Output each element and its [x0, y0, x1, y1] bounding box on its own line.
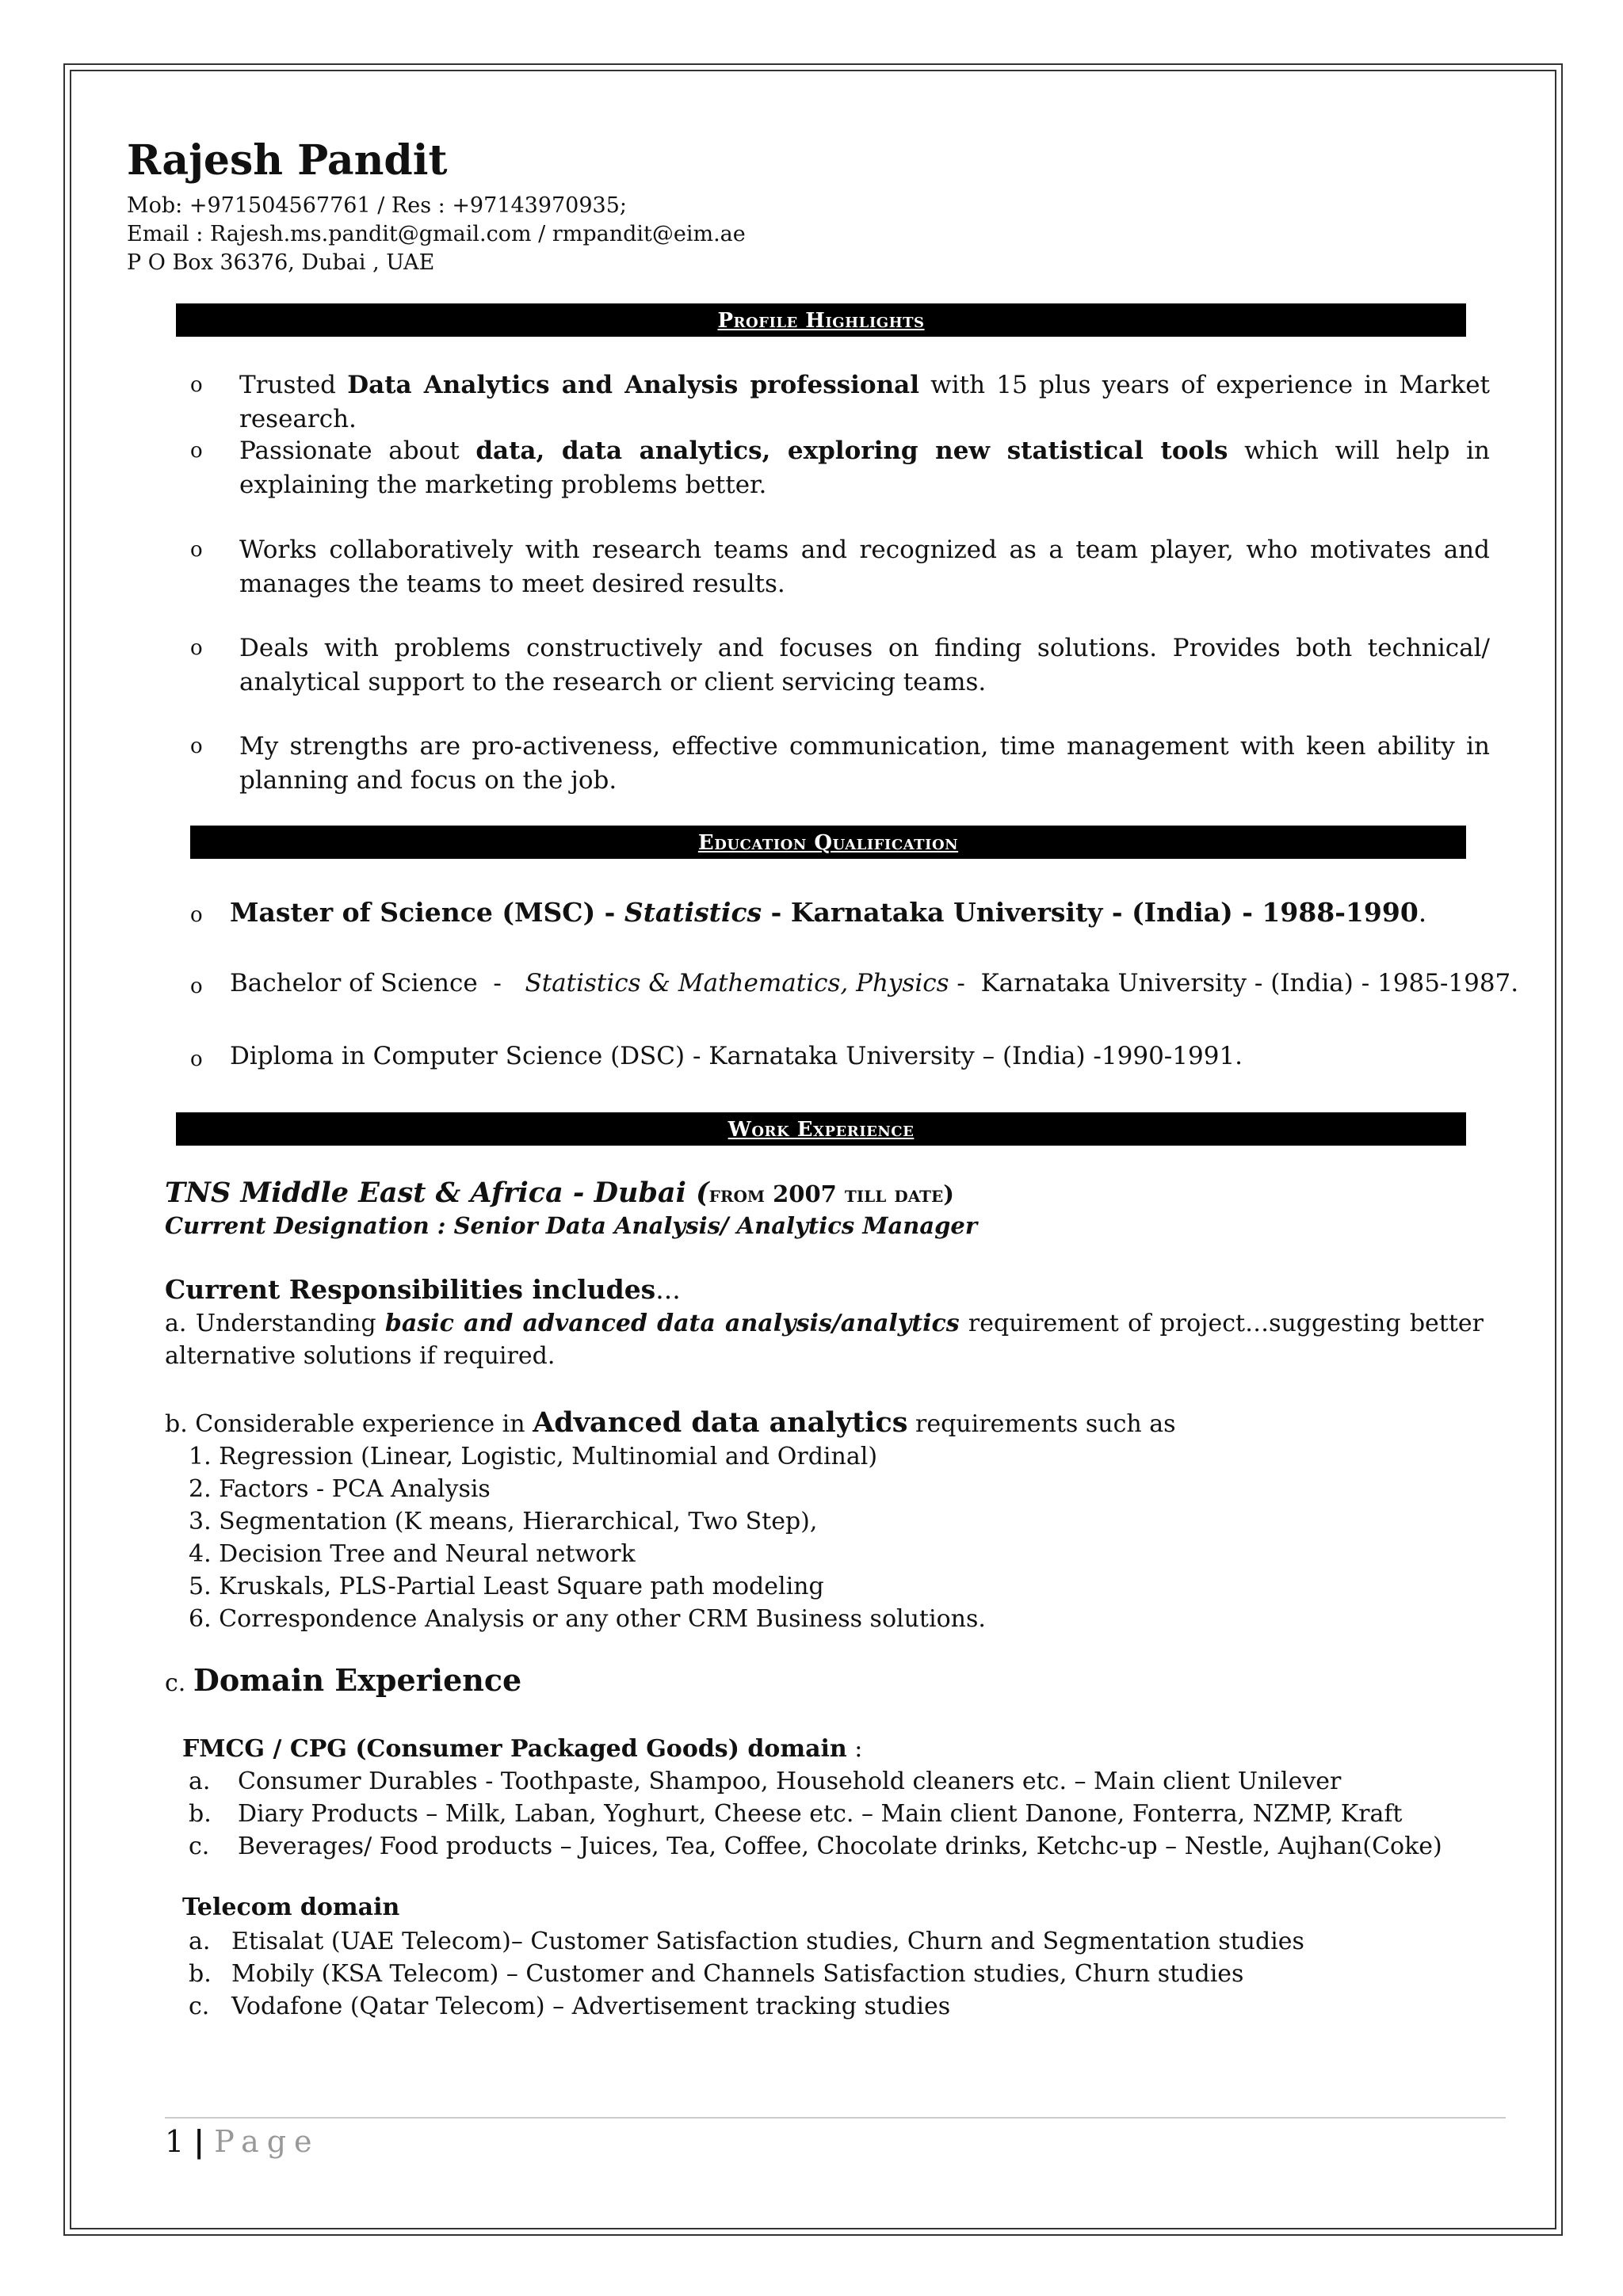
- contact-address: P O Box 36376, Dubai , UAE: [127, 250, 435, 275]
- highlight-item: o Works collaboratively with research teams and recognized as a team player, who motivates and manages the teams to meet desired results.: [190, 533, 1490, 601]
- bullet-icon: o: [190, 903, 203, 927]
- education-item: o Master of Science (MSC) - Statistics - Karnataka University - (India) - 1988-1990.: [190, 895, 1490, 929]
- bullet-icon: o: [190, 636, 203, 660]
- bullet-icon: o: [190, 373, 203, 397]
- telecom-list: [189, 1925, 1304, 2023]
- current-designation: Current Designation : Senior Data Analysis/ Analytics Manager: [165, 1212, 978, 1239]
- section-title-education: Education Qualification: [697, 831, 959, 855]
- responsibility-a: a. Understanding basic and advanced data analysis/analytics requirement of project…suggesting better alternative solutions if required.: [165, 1310, 1484, 1370]
- analytics-list: [189, 1440, 986, 1635]
- bullet-icon: o: [190, 439, 203, 463]
- list-item: 2. Factors - PCA Analysis: [189, 1475, 491, 1503]
- highlight-item: o Deals with problems constructively and focuses on finding solutions. Provides both technical/ analytical support to the research or client servicing teams.: [190, 631, 1490, 700]
- footer-divider: [165, 2117, 1506, 2119]
- highlight-item: o Passionate about data, data analytics, exploring new statistical tools which will help in explaining the marketing problems better.: [190, 434, 1490, 502]
- list-item: b. Diary Products – Milk, Laban, Yoghurt, Cheese etc. – Main client Danone, Fonterra, NZMP, Kraft: [189, 1800, 1403, 1828]
- domain-experience-heading: c. Domain Experience: [165, 1662, 522, 1698]
- company-title: TNS Middle East & Africa - Dubai (from 2007 till date): [165, 1177, 955, 1209]
- bullet-icon: o: [190, 974, 203, 998]
- list-item: a. Consumer Durables - Toothpaste, Shampoo, Household cleaners etc. – Main client Unilever: [189, 1768, 1342, 1795]
- bullet-icon: o: [190, 538, 203, 562]
- fmcg-heading: FMCG / CPG (Consumer Packaged Goods) domain :: [182, 1735, 863, 1763]
- list-item: 1. Regression (Linear, Logistic, Multinomial and Ordinal): [189, 1443, 878, 1470]
- highlight-item: o Trusted Data Analytics and Analysis professional with 15 plus years of experience in Market research.: [190, 368, 1490, 437]
- section-bar-education: [190, 826, 1466, 859]
- list-item: a. Etisalat (UAE Telecom)– Customer Satisfaction studies, Churn and Segmentation studies: [189, 1928, 1304, 1955]
- bullet-icon: o: [190, 734, 203, 758]
- list-item: 6. Correspondence Analysis or any other CRM Business solutions.: [189, 1605, 986, 1633]
- section-bar-work: [176, 1112, 1466, 1146]
- list-item: c. Vodafone (Qatar Telecom) – Advertisement tracking studies: [189, 1993, 951, 2020]
- candidate-name: Rajesh Pandit: [127, 136, 448, 185]
- list-item: 3. Segmentation (K means, Hierarchical, Two Step),: [189, 1508, 818, 1535]
- bullet-icon: o: [190, 1047, 203, 1071]
- list-item: c. Beverages/ Food products – Juices, Tea, Coffee, Chocolate drinks, Ketchc-up – Nestle, Aujhan(Coke): [189, 1833, 1442, 1860]
- page-number: 1: [165, 2124, 185, 2159]
- responsibilities-heading: Current Responsibilities includes...: [165, 1274, 681, 1305]
- footer-separator: |: [193, 2123, 205, 2159]
- highlight-item: o My strengths are pro-activeness, effective communication, time management with keen ability in planning and focus on the job.: [190, 730, 1490, 798]
- list-item: 4. Decision Tree and Neural network: [189, 1540, 636, 1568]
- telecom-heading: Telecom domain: [182, 1894, 400, 1921]
- section-title-work: Work Experience: [727, 1118, 915, 1142]
- list-item: b. Mobily (KSA Telecom) – Customer and Channels Satisfaction studies, Churn studies: [189, 1960, 1244, 1988]
- list-item: 5. Kruskals, PLS-Partial Least Square path modeling: [189, 1573, 824, 1600]
- fmcg-list: [189, 1765, 1442, 1863]
- contact-email: Email : Rajesh.ms.pandit@gmail.com / rmpandit@eim.ae: [127, 222, 746, 246]
- section-title-profile: Profile Highlights: [717, 309, 925, 333]
- responsibility-b: b. Considerable experience in Advanced data analytics requirements such as: [165, 1406, 1176, 1439]
- education-item: o Bachelor of Science - Statistics & Mathematics, Physics - Karnataka University - (India) - 1985-1987.: [190, 967, 1490, 1001]
- section-bar-profile: [176, 303, 1466, 337]
- page-label: Page: [214, 2124, 320, 2159]
- education-item: o Diploma in Computer Science (DSC) - Karnataka University – (India) -1990-1991.: [190, 1039, 1490, 1074]
- page-footer: [165, 2123, 320, 2159]
- contact-phone: Mob: +971504567761 / Res : +97143970935;: [127, 193, 627, 218]
